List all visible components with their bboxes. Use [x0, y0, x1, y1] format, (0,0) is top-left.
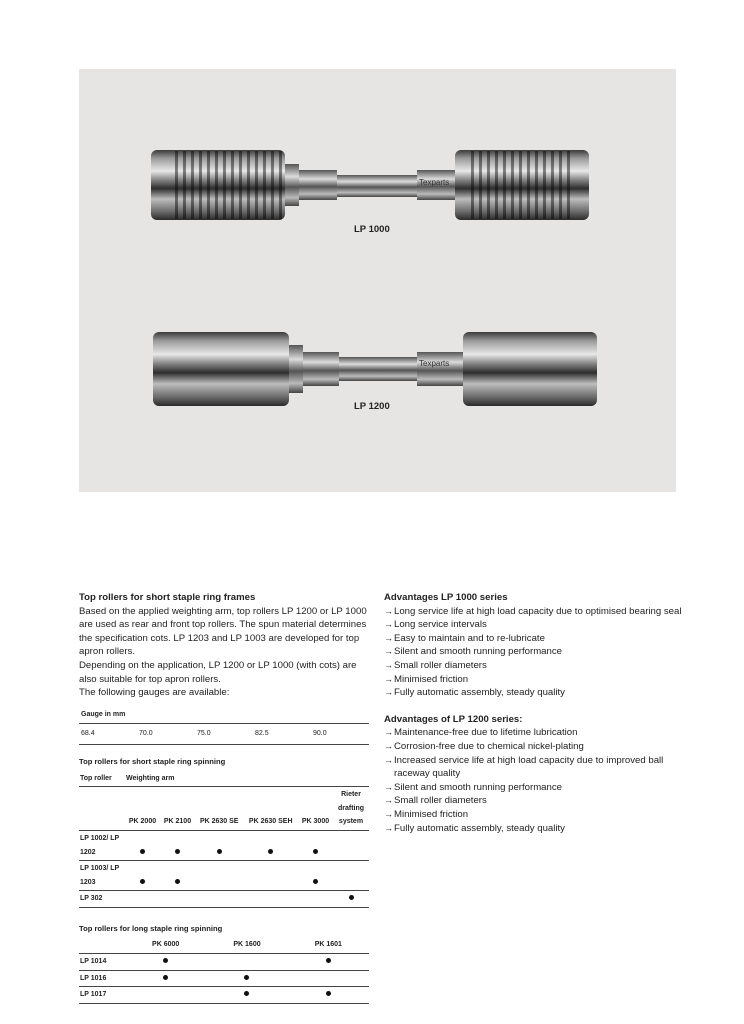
- gauge-value: 68.4: [79, 724, 137, 745]
- compatibility-dot-icon: [140, 849, 145, 854]
- advantages-lp1200-list: [384, 726, 684, 835]
- row-label: LP 1016: [79, 970, 125, 987]
- compatibility-dot-icon: [244, 991, 249, 996]
- gauge-value: 75.0: [195, 724, 253, 745]
- compatibility-dot-icon: [175, 849, 180, 854]
- compatibility-dot-icon: [268, 849, 273, 854]
- list-item: → Silent and smooth running performance: [384, 645, 684, 659]
- list-item: → Small roller diameters: [384, 659, 684, 673]
- row-label: LP 1003/ LP 1203: [79, 861, 125, 891]
- row-label: LP 1014: [79, 954, 125, 971]
- list-item: → Small roller diameters: [384, 794, 684, 808]
- table-cell: [195, 830, 243, 860]
- right-column: [384, 591, 684, 835]
- compatibility-dot-icon: [140, 879, 145, 884]
- list-item: → Maintenance-free due to lifetime lubrication: [384, 726, 684, 740]
- table-cell: [125, 891, 160, 908]
- short-staple-table: [79, 771, 369, 908]
- gauge-value: 90.0: [311, 724, 369, 745]
- table-cell: [195, 861, 243, 891]
- list-item: → Easy to maintain and to re-lubricate: [384, 632, 684, 646]
- compatibility-dot-icon: [163, 958, 168, 963]
- compatibility-dot-icon: [326, 958, 331, 963]
- row-label: LP 1002/ LP 1202: [79, 830, 125, 860]
- table-cell: [125, 987, 206, 1004]
- col-weighting-arm: Weighting arm: [125, 771, 369, 787]
- table-title: Top rollers for short staple ring spinning: [79, 756, 226, 766]
- paragraph: The following gauges are available:: [79, 687, 230, 699]
- compatibility-dot-icon: [313, 879, 318, 884]
- table-row: [79, 970, 369, 987]
- column-header: PK 2630 SE: [195, 787, 243, 831]
- table-row: [79, 724, 369, 745]
- advantages-lp1000-title: Advantages LP 1000 series: [384, 592, 508, 603]
- table-cell: [288, 987, 369, 1004]
- table-cell: [195, 891, 243, 908]
- column-header: PK 1600: [206, 937, 287, 953]
- gauge-header: Gauge in mm: [79, 706, 369, 724]
- column-header: PK 3000: [298, 787, 333, 831]
- table-row: [79, 954, 369, 971]
- row-label: LP 302: [79, 891, 125, 908]
- column-header: PK 6000: [125, 937, 206, 953]
- section-title: Top rollers for short staple ring frames: [79, 592, 256, 603]
- table-cell: [206, 970, 287, 987]
- compatibility-dot-icon: [244, 975, 249, 980]
- col-top-roller: Top roller: [79, 771, 125, 787]
- brand-engraving: Texparts: [419, 359, 450, 368]
- table-cell: [333, 830, 369, 860]
- brand-engraving: Texparts: [419, 178, 450, 187]
- table-cell: [125, 954, 206, 971]
- column-header: PK 2000: [125, 787, 160, 831]
- table-cell: [160, 861, 195, 891]
- list-item: → Fully automatic assembly, steady quality: [384, 822, 684, 836]
- table-row: [79, 891, 369, 908]
- table-cell: [298, 891, 333, 908]
- table-cell: [160, 830, 195, 860]
- table-cell: [333, 891, 369, 908]
- table-cell: [243, 861, 298, 891]
- table-cell: [243, 830, 298, 860]
- table-cell: [333, 861, 369, 891]
- column-header: PK 2100: [160, 787, 195, 831]
- list-item: → Corrosion-free due to chemical nickel-plating: [384, 740, 684, 754]
- list-item: → Fully automatic assembly, steady quality: [384, 686, 684, 700]
- advantages-lp1200-title: Advantages of LP 1200 series:: [384, 713, 523, 725]
- paragraph: Depending on the application, LP 1200 or LP 1000 (with cots) are also suitable for top apron rollers.: [79, 659, 357, 685]
- list-item: → Long service intervals: [384, 618, 684, 632]
- product-photo: [79, 69, 676, 492]
- row-label: LP 1017: [79, 987, 125, 1004]
- roller-label-lp1000: LP 1000: [354, 224, 390, 235]
- table-cell: [160, 891, 195, 908]
- table-cell: [298, 830, 333, 860]
- list-item: → Minimised friction: [384, 808, 684, 822]
- left-column: [79, 591, 369, 1004]
- paragraph: Based on the applied weighting arm, top rollers LP 1200 or LP 1000 are used as rear and front top rollers. The spun material determines the specification cots. LP 1203 and LP 1003 are developed for top apron rollers.: [79, 605, 367, 658]
- compatibility-dot-icon: [175, 879, 180, 884]
- gauge-value: 82.5: [253, 724, 311, 745]
- roller-lp1000: [151, 150, 589, 220]
- long-staple-table: [79, 937, 369, 1003]
- table-title: Top rollers for long staple ring spinning: [79, 923, 223, 933]
- table-cell: [206, 954, 287, 971]
- list-item: → Minimised friction: [384, 673, 684, 687]
- column-header: PK 1601: [288, 937, 369, 953]
- table-cell: [206, 987, 287, 1004]
- table-row: [79, 861, 369, 891]
- compatibility-dot-icon: [217, 849, 222, 854]
- column-header: Rieter drafting system: [333, 787, 369, 831]
- list-item: → Increased service life at high load capacity due to improved ball raceway quality: [384, 754, 684, 781]
- list-item: → Silent and smooth running performance: [384, 781, 684, 795]
- table-row: [79, 987, 369, 1004]
- table-cell: [243, 891, 298, 908]
- table-cell: [298, 861, 333, 891]
- list-item: → Long service life at high load capacity due to optimised bearing seal: [384, 605, 684, 619]
- advantages-lp1000-list: [384, 605, 684, 700]
- rollers-illustration: [79, 69, 676, 492]
- compatibility-dot-icon: [163, 975, 168, 980]
- table-cell: [125, 970, 206, 987]
- gauge-table: [79, 706, 369, 745]
- compatibility-dot-icon: [313, 849, 318, 854]
- table-cell: [125, 861, 160, 891]
- roller-lp1200: [153, 332, 597, 406]
- table-row: [79, 830, 369, 860]
- compatibility-dot-icon: [326, 991, 331, 996]
- compatibility-dot-icon: [349, 895, 354, 900]
- gauge-value: 70.0: [137, 724, 195, 745]
- roller-label-lp1200: LP 1200: [354, 401, 390, 412]
- table-cell: [288, 970, 369, 987]
- table-cell: [125, 830, 160, 860]
- column-header: PK 2630 SEH: [243, 787, 298, 831]
- table-cell: [288, 954, 369, 971]
